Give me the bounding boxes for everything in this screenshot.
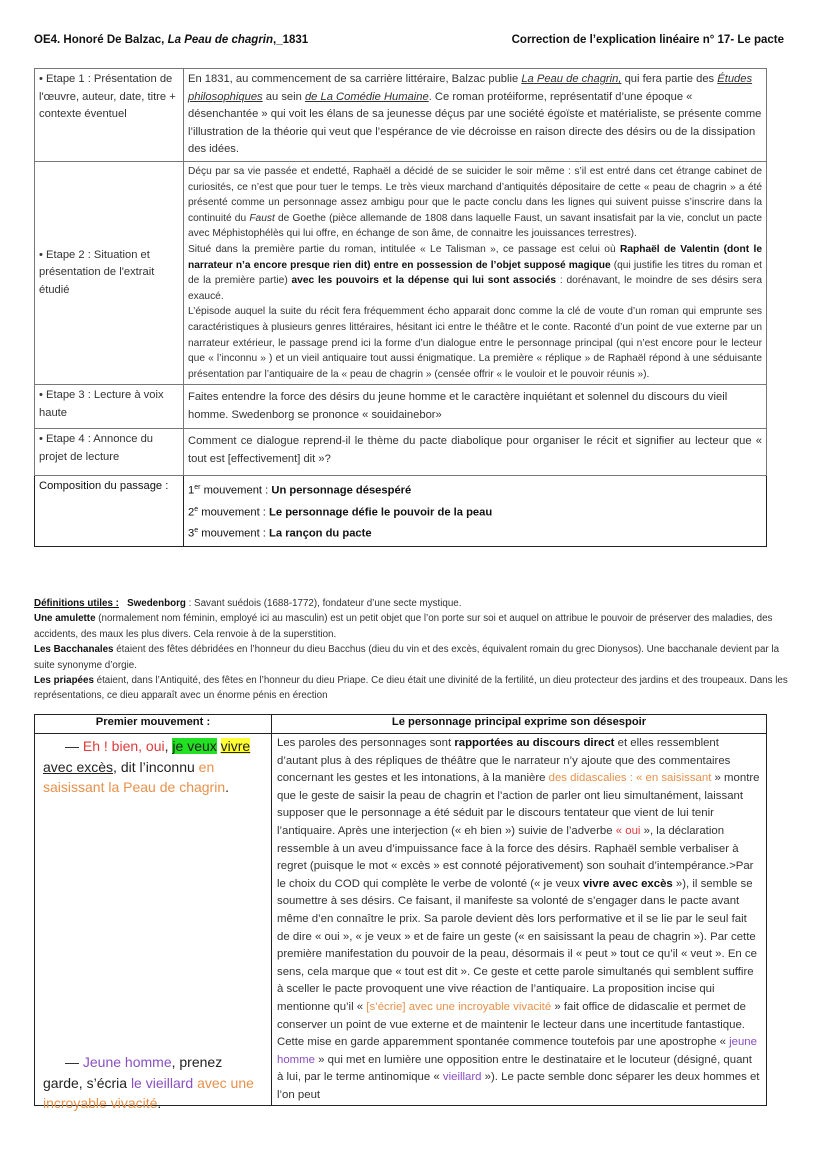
- dash: —: [65, 738, 83, 754]
- text: mouvement :: [198, 527, 270, 540]
- movement-3: [188, 522, 762, 543]
- composition-label: Composition du passage :: [35, 476, 184, 547]
- text: et elles ressemblent d’autant plus à des répliques de théâtre que le narrateur n’y ajoute que des commentaires concernant les gestes et les intonations, à la manière: [277, 737, 731, 785]
- header-author: OE4. Honoré De Balzac,: [34, 34, 168, 46]
- faust-title: Faust: [249, 212, 275, 224]
- text: » qui met en lumière une opposition entre le destinataire et le locuteur (désigné, quant à lui, par le terme antinomique «: [277, 1053, 752, 1084]
- etape2-label: • Etape 2 : Situation et présentation de l'extrait étudié: [35, 161, 184, 384]
- num: 1: [188, 485, 195, 498]
- movement-title: Le personnage défie le pouvoir de la peau: [269, 506, 493, 519]
- page-header: [34, 34, 794, 50]
- text: , prenez garde, s’écria: [43, 1054, 223, 1091]
- bold-text: rapportées au discours direct: [454, 737, 615, 749]
- text: mouvement :: [200, 485, 272, 498]
- definitions: [34, 596, 794, 704]
- quote-purple: Jeune homme: [82, 1054, 172, 1070]
- highlight-green: je veux: [172, 738, 217, 754]
- text: »). Le pacte semble donc séparer les deux hommes et l’on peut: [277, 1071, 760, 1101]
- etape2-paragraph-2: [188, 242, 762, 304]
- text: de Goethe (pièce allemande de 1808 dans laquelle Faust, un savant insatisfait par la vie, conclut un pacte avec Méphistophélès qui lui offre, en échange de son âme, de connaitre les jouissances terrestres).: [188, 212, 762, 240]
- movement-header-row: [35, 715, 767, 734]
- bold-text: Raphaël de Valentin (dont le narrateur n’a encore presque rien dit) entre en possession de l’objet supposé magique: [188, 243, 762, 271]
- etape2-paragraph-3: L’épisode auquel la suite du récit fera fréquemment écho apparait donc comme la clé de voute d’un roman qui emprunte ses caractéristiques à plusieurs genres littéraires, hésitant ici entre le théâtre et le conte. Raconté d’un point de vue externe par un narrateur extérieur, le passage prend ici la forme d’un dialogue entre le personnage principal (qui n’est encore pour le lecteur que « l’inconnu » ) et un vieil antiquaire tout aussi énigmatique. La première « réplique » de Raphaël répond à une séduisante présentation par l’antiquaire de la « peau de chagrin » (censée offrir « le vouloir et le pouvoir réunis »).: [188, 306, 762, 380]
- text: qui fera partie des: [621, 73, 718, 85]
- quote-orange: en saisissant la Peau de chagrin: [43, 758, 226, 795]
- text: » fait office de didascalie et permet de conserver un point de vue externe et de maintenir le lecteur dans une incertitude fantastique. Cette mise en garde apparemment spontanée commence toutefois par une apostrophe «: [277, 1000, 746, 1049]
- definition-text: (normalement nom féminin, employé ici au masculin) est un petit objet que l’on porte sur soi et auquel on attribue le pouvoir de préserver des maladies, des accidents, des maux les plus divers. Cela renvoie à de la superstition.: [34, 613, 773, 640]
- quote-cell: [35, 734, 272, 1111]
- etape2-text: [184, 161, 767, 384]
- quote-2: [43, 1052, 265, 1114]
- text: . Ce roman protéiforme, représentatif d’une époque « désenchantée » qui voit les élans de sa jeunesse déçus par une société égoïste et matérialiste, se présente comme l’illustration de la théorie qui veut que l’espérance de vie décroisse en raison directe des désirs ou de la dissipation des idées.: [188, 90, 762, 156]
- orange-text: des didascalies : « en saisissant: [548, 772, 712, 785]
- text: (qui justifie les titres du roman et de la première partie): [188, 259, 762, 287]
- definition-priapees: [34, 673, 794, 704]
- text: »), il semble se soumettre à ses désirs. Ce faisant, il manifeste sa volonté de s’engager dans le pacte avant même d’en connaître le prix. Sa parole devient dès lors performative et il se lie par le seul fait de dire « oui », « je veux » et de faire un geste (« en saisissant la peau de chagrin »). Par cette première manifestation du pouvoir de la peau, désormais il « peut » tout ce qu’il « veut ». En ce sens, cela marque que « tout est dit ». Ce geste et cette parole simultanés qui semblent suffire à sceller le pacte provoquent une vive réaction de l’antiquaire. La proposition incise qui mentionne qu’il «: [277, 877, 757, 1013]
- num: 3: [188, 527, 195, 540]
- comedie-title: de La Comédie Humaine: [304, 90, 429, 103]
- term: Les Bacchanales: [34, 644, 114, 656]
- movement-row: [35, 734, 767, 1106]
- definitions-heading: Définitions utiles :: [34, 598, 119, 609]
- text: .: [157, 1095, 162, 1111]
- term: Une amulette: [34, 613, 96, 625]
- dash: —: [65, 1054, 83, 1070]
- plan-table: [34, 68, 767, 547]
- definition-amulette: [34, 611, 794, 642]
- text: Situé dans la première partie du roman, intitulée « Le Talisman », ce passage est celui où: [188, 243, 620, 255]
- definition-text: étaient des fêtes débridées en l’honneur du dieu Bacchus (dieu du vin et des excès, équivalent romain du grec Dionysos). Une bacchanale devient par la suite synonyme d’orgie.: [34, 644, 780, 671]
- composition-row: [35, 476, 767, 547]
- work-title: La Peau de chagrin,: [521, 73, 622, 85]
- quote-1: [43, 736, 265, 798]
- text: Les paroles des personnages sont: [277, 737, 455, 749]
- text: au sein: [262, 90, 305, 103]
- text: , dit l’inconnu: [113, 758, 199, 775]
- text: En 1831, au commencement de sa carrière littéraire, Balzac publie: [188, 73, 522, 85]
- definition-text: : Savant suédois (1688-1772), fondateur d’une secte mystique.: [185, 598, 462, 609]
- header-year: ,_1831: [273, 34, 309, 46]
- etape3-text: Faites entendre la force des désirs du jeune homme et le caractère inquiétant et solennel du discours du vieil homme. Swedenborg se prononce « souidainebor»: [184, 385, 767, 429]
- etape3-label: • Etape 3 : Lecture à voix haute: [35, 385, 184, 429]
- text: », la déclaration ressemble à un aveu d’impuissance face à la force des désirs. Raphaël semble verbaliser à regret (puisque le mot « excès » est connoté péjorativement) son souhait d’intempérance.>Par le choix du COD qui complète le verbe de volonté (« je veux: [277, 824, 754, 890]
- definition-swedenborg: [34, 596, 794, 611]
- term: Les priapées: [34, 675, 94, 687]
- etape1-row: [35, 69, 767, 162]
- etape3-row: [35, 385, 767, 429]
- col-header-movement: Premier mouvement :: [35, 715, 272, 734]
- text: : dorénavant, le moindre de ses désirs sera exaucé.: [188, 275, 762, 302]
- header-work-title: La Peau de chagrin: [167, 34, 274, 46]
- red-text: « oui: [615, 824, 641, 837]
- bold-text: vivre avec excès: [582, 877, 673, 890]
- etape4-row: [35, 429, 767, 476]
- quote-red: Eh ! bien, oui: [82, 738, 165, 754]
- text: ,: [164, 738, 173, 754]
- col-header-theme: Le personnage principal exprime son désespoir: [272, 715, 767, 734]
- purple-text: jeune homme: [277, 1036, 757, 1066]
- etape2-paragraph-1: [188, 164, 762, 242]
- text: mouvement :: [198, 506, 270, 519]
- underlined-text: avec excès: [43, 758, 114, 775]
- etape1-text: [184, 69, 767, 162]
- definition-text: étaient, dans l’Antiquité, des fêtes en l’honneur du dieu Priape. Ce dieu était une divinité de la fertilité, un dieu protecteur des jardins et des troupeaux. Dans les représentations, ce dieu apparaît avec un énorme pénis en érection: [34, 675, 788, 702]
- quote-purple: le vieillard: [130, 1074, 194, 1091]
- etape2-row: [35, 161, 767, 384]
- movement-2: [188, 501, 762, 522]
- commentary-cell: [272, 734, 767, 1106]
- num: 2: [188, 506, 195, 519]
- etape1-label: • Etape 1 : Présentation de l'œuvre, auteur, date, titre + contexte éventuel: [35, 69, 184, 162]
- sup: er: [194, 484, 201, 492]
- term: Swedenborg: [127, 598, 186, 609]
- etape4-text: Comment ce dialogue reprend-il le thème du pacte diabolique pour organiser le récit et signifier au lecteur que « tout est [effectivement] dit »?: [184, 429, 767, 476]
- sup: e: [194, 527, 199, 535]
- quote-orange: avec une incroyable vivacité: [43, 1074, 254, 1111]
- movement-title: La rançon du pacte: [269, 527, 372, 540]
- bold-text: avec les pouvoirs et la dépense qui lui sont associés: [291, 275, 557, 287]
- header-left: [34, 34, 308, 46]
- text: » montre que le geste de saisir la peau de chagrin et l’action de parler ont lieu simultanément, laissant supposer que le personnage a été séduit par le discours tentateur que vient de lui tenir l’antiquaire. Après une interjection (« eh bien ») suivie de l’adverbe: [277, 772, 760, 837]
- text: Déçu par sa vie passée et endetté, Raphaël a décidé de se suicider le soir même : s’il est entré dans cet étrange cabinet de curiosités, ce n’est que pour tuer le temps. Le très vieux marchand d’antiquités dépositaire de cette « peau de chagrin » a été présenté comme un personnage assez ambigu pour que le pacte conclu dans les lignes qui suivent puisse s’inscrire dans la continuité du: [188, 165, 762, 224]
- etudes-title: Études philosophiques: [188, 73, 753, 103]
- definition-bacchanales: [34, 642, 794, 673]
- highlight-yellow: vivre: [220, 738, 251, 754]
- sup: e: [194, 505, 199, 513]
- movement-table: [34, 714, 767, 1111]
- text: .: [225, 779, 229, 795]
- etape4-label: • Etape 4 : Annonce du projet de lecture: [35, 429, 184, 476]
- purple-text: vieillard: [442, 1071, 482, 1084]
- composition-list: [184, 476, 767, 547]
- movement-1: [188, 479, 762, 500]
- orange-text: [s’écrie] avec une incroyable vivacité: [366, 1000, 552, 1013]
- movement-title: Un personnage désespéré: [271, 485, 412, 498]
- header-right: Correction de l’explication linéaire n° 17- Le pacte: [511, 34, 784, 46]
